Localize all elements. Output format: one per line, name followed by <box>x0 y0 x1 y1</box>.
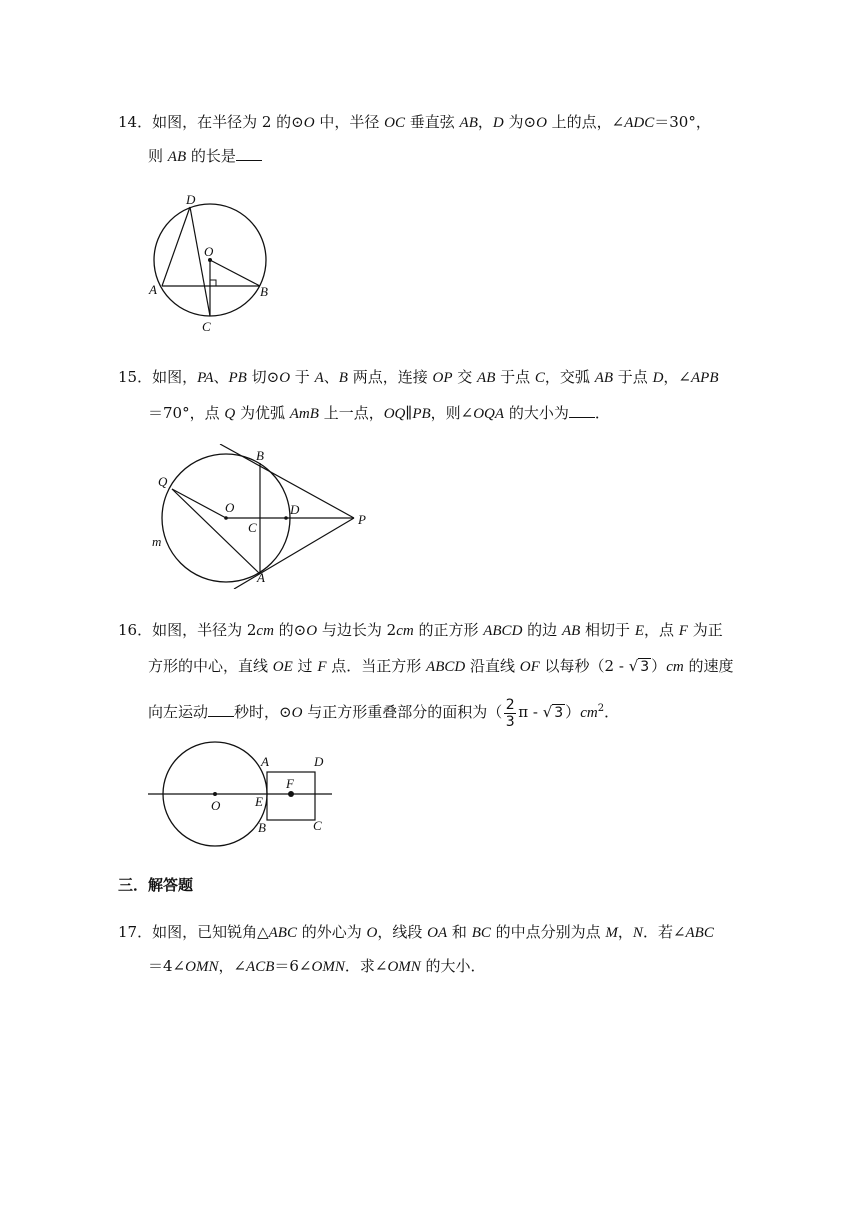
q15-figure <box>148 444 378 589</box>
q16-label-O: O <box>211 798 221 813</box>
q14-label-C: C <box>202 319 211 334</box>
q16-figure <box>148 740 348 848</box>
q15-label-B: B <box>256 448 264 463</box>
q16-label-B: B <box>258 820 266 835</box>
q17-line-1: 17．如图，已知锐角△ABC 的外心为 O，线段 OA 和 BC 的中点分别为点 M，N．若∠ABC <box>118 923 714 941</box>
q15-label-C: C <box>248 520 257 535</box>
q16-label-E: E <box>255 794 263 809</box>
q16-line-1: 16．如图，半径为 2cm 的⊙O 与边长为 2cm 的正方形 ABCD 的边 AB 相切于 E，点 F 为正 <box>118 621 723 639</box>
q14-label-A: A <box>149 282 157 297</box>
q15-label-O: O <box>225 500 235 515</box>
answer-blank <box>236 146 262 161</box>
q16-line-3: 向左运动 秒时，⊙O 与正方形重叠部分的面积为（ $\frac{2}{3}$ π - √ 3 ）$cm^2$． <box>148 696 620 730</box>
q16-label-A: A <box>261 754 269 769</box>
q15-label-m: m <box>152 534 162 549</box>
q15-label-A: A <box>257 570 265 585</box>
q16-line-2: 方形的中心，直线 OE 过 F 点．当正方形 ABCD 沿直线 OF 以每秒（2 - √ 3 ）cm 的速度 <box>148 657 734 675</box>
q15-line-2: ＝70°，点 Q 为优弧 AmB 上一点，OQ∥PB，则∠OQA 的大小为 ． <box>148 404 610 422</box>
q14-label-O: O <box>204 244 214 259</box>
fraction: $\frac{2}{3}$ <box>505 696 515 730</box>
q16-label-C: C <box>313 818 322 833</box>
q14-line-1: 14．如图，在半径为 2 的⊙O 中，半径 OC 垂直弦 AB，D 为⊙O 上的点，∠ADC＝30°， <box>118 113 711 131</box>
q15-label-Q: Q <box>158 474 168 489</box>
answer-blank <box>569 403 595 418</box>
answer-blank <box>208 702 234 717</box>
q15-label-P: P <box>358 512 366 527</box>
q14-figure <box>140 188 290 338</box>
q14-label-D: D <box>186 192 196 207</box>
sqrt-expression: √ 3 <box>628 657 650 675</box>
q15-label-D: D <box>290 502 300 517</box>
q14-line-2: 则 AB 的长是 <box>148 146 262 167</box>
sqrt-expression: √ 3 <box>542 703 564 721</box>
q14-label-B: B <box>260 284 268 299</box>
q16-label-F: F <box>286 776 294 791</box>
q17-line-2: ＝4∠OMN，∠ACB＝6∠OMN．求∠OMN 的大小． <box>148 957 486 975</box>
q16-label-D: D <box>314 754 324 769</box>
q15-line-1: 15．如图，PA、PB 切⊙O 于 A、B 两点，连接 OP 交 AB 于点 C，交弧 AB 于点 D，∠APB <box>118 368 719 386</box>
section-heading: 三．解答题 <box>118 876 194 894</box>
